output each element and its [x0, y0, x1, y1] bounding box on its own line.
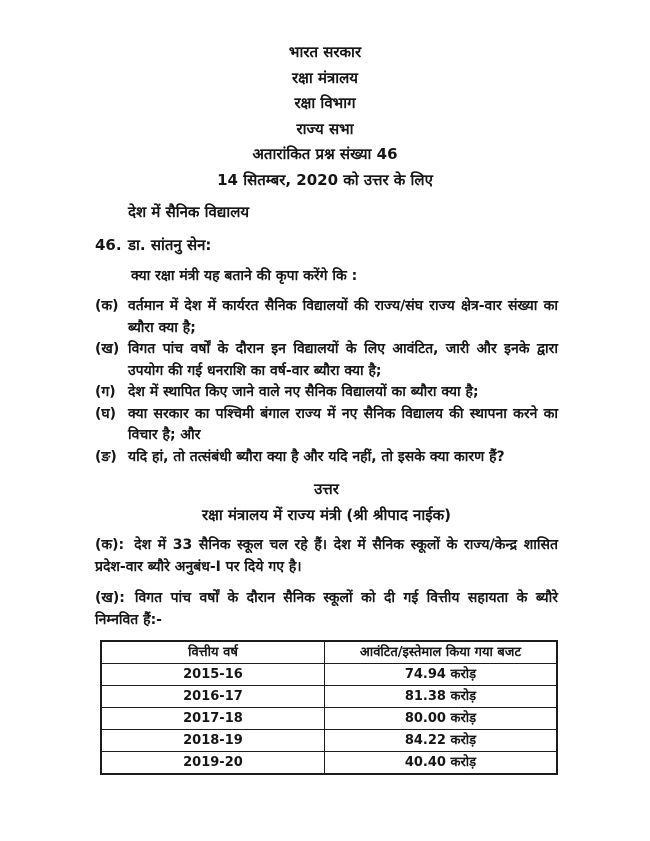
document-header — [0, 0, 650, 193]
question-item-label: (घ) — [95, 405, 117, 422]
answer-para-label: (ख): — [95, 590, 125, 606]
table-cell-budget: 40.40 करोड़ — [324, 752, 557, 775]
question-item-text: विगत पांच वर्षों के दौरान इन विद्यालयों के लिए आवंटित, जारी और इनके द्वारा उपयोग की गई धनराशि का वर्ष-वार ब्यौरा क्या है; — [128, 341, 558, 379]
question-item — [95, 382, 558, 404]
answer-heading: उत्तर — [314, 480, 339, 498]
table-row — [101, 664, 557, 686]
table-cell-year: 2016-17 — [101, 686, 324, 708]
table-header-financial-year: वित्तीय वर्ष — [101, 641, 324, 664]
header-ministry-of-defence: रक्षा मंत्रालय — [291, 68, 358, 87]
questioner-name: डा. सांतनु सेन: — [128, 236, 212, 254]
document-body — [0, 202, 650, 775]
table-header-row — [101, 641, 557, 664]
question-header — [95, 235, 558, 255]
header-question-number-line: अतारांकित प्रश्न संख्या 46 — [252, 145, 398, 163]
table-cell-year: 2017-18 — [101, 708, 324, 730]
minister-line: रक्षा मंत्रालय में राज्य मंत्री (श्री श्रीपाद नाईक) — [202, 506, 451, 524]
question-item-text: देश में स्थापित किए जाने वाले नए सैनिक विद्यालयों का ब्यौरा क्या है; — [128, 384, 479, 400]
table-header-budget: आवंटित/इस्तेमाल किया गया बजट — [324, 641, 557, 664]
table-cell-year: 2015-16 — [101, 664, 324, 686]
question-item-text: यदि हां, तो तत्संबंधी ब्यौरा क्या है और यदि नहीं, तो इसके क्या कारण हैं? — [128, 448, 505, 465]
table-row — [101, 686, 557, 708]
question-item-text: क्या सरकार का पश्चिमी बंगाल राज्य में नए सैनिक विद्यालय की स्थापना करने का विचार है; और — [128, 405, 558, 443]
table-cell-budget: 80.00 करोड़ — [324, 708, 557, 730]
table-cell-budget: 74.94 करोड़ — [324, 664, 557, 686]
question-item-label: (क) — [95, 298, 119, 314]
subject-title: देश में सैनिक विद्यालय — [128, 203, 250, 221]
question-item-label: (ख) — [95, 341, 120, 357]
header-department-of-defence: रक्षा विभाग — [294, 94, 356, 112]
answer-para-b — [95, 587, 558, 631]
question-item — [95, 296, 558, 339]
question-item-label: (ग) — [95, 384, 116, 400]
table-cell-year: 2019-20 — [101, 752, 324, 775]
table-cell-budget: 81.38 करोड़ — [324, 686, 557, 708]
question-item — [95, 447, 558, 469]
header-govt-of-india: भारत सरकार — [288, 43, 362, 61]
question-item — [95, 404, 558, 447]
answer-para-text: देश में 33 सैनिक स्कूल चल रहे हैं। देश में सैनिक स्कूलों के राज्य/केन्द्र शासित प्रदेश-वार ब्यौरे अनुबंध-I पर दिये गए है। — [95, 537, 558, 575]
question-list — [95, 296, 558, 468]
header-answer-date-line: 14 सितम्बर, 2020 को उत्तर के लिए — [217, 170, 433, 189]
question-item-text: वर्तमान में देश में कार्यरत सैनिक विद्यालयों की राज्य/संघ राज्य क्षेत्र-वार संख्या का ब्यौरा क्या है; — [128, 298, 558, 336]
table-cell-year: 2018-19 — [101, 730, 324, 752]
table-cell-budget: 84.22 करोड़ — [324, 730, 557, 752]
table-row — [101, 752, 557, 775]
question-item-label: (ङ) — [95, 448, 117, 465]
answer-para-a — [95, 534, 558, 578]
table-row — [101, 708, 557, 730]
question-item — [95, 339, 558, 382]
financial-assistance-table — [100, 640, 558, 775]
question-intro: क्या रक्षा मंत्री यह बताने की कृपा करेंगे कि : — [131, 268, 358, 284]
table-row — [101, 730, 557, 752]
answer-para-label: (क): — [95, 537, 125, 553]
header-rajya-sabha: राज्य सभा — [296, 119, 354, 138]
answer-para-text: विगत पांच वर्षों के दौरान सैनिक स्कूलों को दी गई वित्तीय सहायता के ब्यौरे निम्नवित हैं:- — [95, 590, 558, 628]
question-number: 46. — [95, 236, 122, 254]
